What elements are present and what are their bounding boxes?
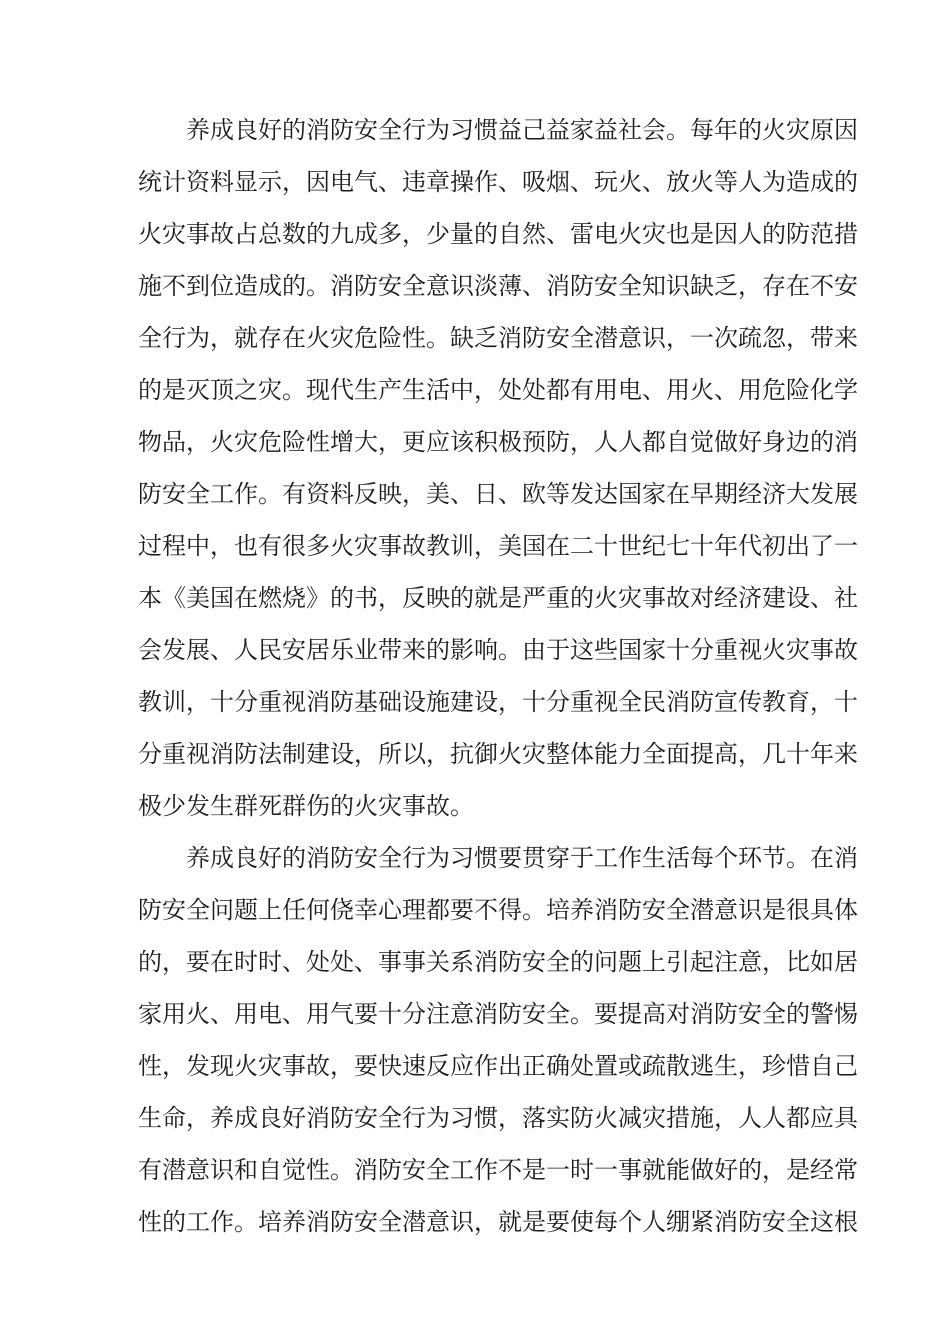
paragraph-1-line-11: 会发展、人民安居乐业带来的影响。由于这些国家十分重视火灾事故 bbox=[138, 636, 858, 664]
paragraph-1-line-1: 养成良好的消防安全行为习惯益己益家益社会。每年的火灾原因 bbox=[186, 116, 858, 144]
paragraph-2-line-3: 的，要在时时、处处、事事关系消防安全的问题上引起注意，比如居 bbox=[138, 948, 858, 976]
paragraph-1-line-14: 极少发生群死群伤的火灾事故。 bbox=[138, 792, 474, 820]
paragraph-1-line-7: 物品，火灾危险性增大，更应该积极预防，人人都自觉做好身边的消 bbox=[138, 428, 858, 456]
paragraph-1-line-12: 教训，十分重视消防基础设施建设，十分重视全民消防宣传教育，十 bbox=[138, 688, 858, 716]
paragraph-2-line-7: 有潜意识和自觉性。消防安全工作不是一时一事就能做好的，是经常 bbox=[138, 1156, 858, 1184]
paragraph-1-line-9: 过程中，也有很多火灾事故教训，美国在二十世纪七十年代初出了一 bbox=[138, 532, 858, 560]
paragraph-1-line-5: 全行为，就存在火灾危险性。缺乏消防安全潜意识，一次疏忽，带来 bbox=[138, 324, 858, 352]
paragraph-2-line-1: 养成良好的消防安全行为习惯要贯穿于工作生活每个环节。在消 bbox=[186, 844, 858, 872]
paragraph-2-line-2: 防安全问题上任何侥幸心理都要不得。培养消防安全潜意识是很具体 bbox=[138, 896, 858, 924]
paragraph-2-line-4: 家用火、用电、用气要十分注意消防安全。要提高对消防安全的警惕 bbox=[138, 1000, 858, 1028]
paragraph-2-line-6: 生命，养成良好消防安全行为习惯，落实防火减灾措施，人人都应具 bbox=[138, 1104, 858, 1132]
paragraph-1-line-3: 火灾事故占总数的九成多，少量的自然、雷电火灾也是因人的防范措 bbox=[138, 220, 858, 248]
paragraph-1-line-4: 施不到位造成的。消防安全意识淡薄、消防安全知识缺乏，存在不安 bbox=[138, 272, 858, 300]
paragraph-1-line-2: 统计资料显示，因电气、违章操作、吸烟、玩火、放火等人为造成的 bbox=[138, 168, 858, 196]
paragraph-1-line-10: 本《美国在燃烧》的书，反映的就是严重的火灾事故对经济建设、社 bbox=[138, 584, 858, 612]
paragraph-1-line-6: 的是灭顶之灾。现代生产生活中，处处都有用电、用火、用危险化学 bbox=[138, 376, 858, 404]
paragraph-1-line-13: 分重视消防法制建设，所以，抗御火灾整体能力全面提高，几十年来 bbox=[138, 740, 858, 768]
paragraph-2-line-8: 性的工作。培养消防安全潜意识，就是要使每个人绷紧消防安全这根 bbox=[138, 1208, 858, 1236]
paragraph-2-line-5: 性，发现火灾事故，要快速反应作出正确处置或疏散逃生，珍惜自己 bbox=[138, 1052, 858, 1080]
paragraph-1-line-8: 防安全工作。有资料反映，美、日、欧等发达国家在早期经济大发展 bbox=[138, 480, 858, 508]
